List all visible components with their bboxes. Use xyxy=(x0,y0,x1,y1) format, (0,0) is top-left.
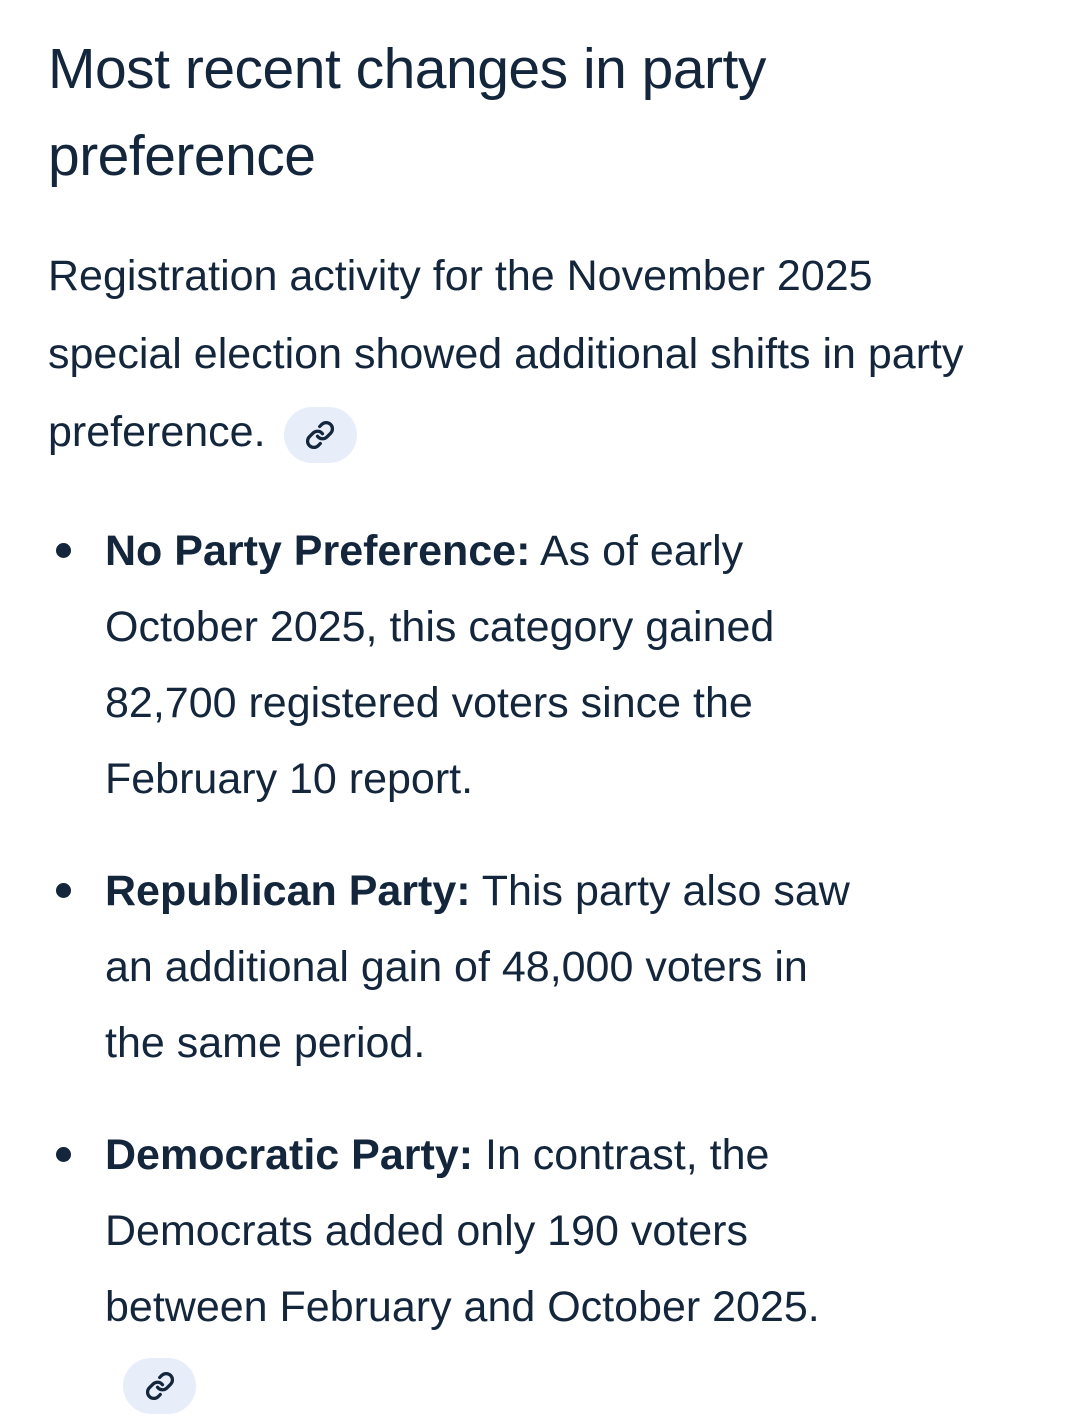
intro-paragraph xyxy=(48,237,998,471)
source-link-chip[interactable] xyxy=(123,1358,196,1414)
link-icon xyxy=(305,420,335,450)
bullet-text: This party also saw an additional gain of 48,000 voters in the same period. xyxy=(105,867,850,1068)
bullet-label: Republican Party: xyxy=(105,867,471,916)
list-item xyxy=(48,1117,865,1416)
source-link-chip[interactable] xyxy=(284,407,357,463)
bullet-label: No Party Preference: xyxy=(105,527,531,576)
intro-text: Registration activity for the November 2025 special election showed additional shifts in party preference. xyxy=(48,252,964,457)
bullet-label: Democratic Party: xyxy=(105,1131,474,1180)
bullet-text: In contrast, the Democrats added only 190 voters between February and October 2025. xyxy=(105,1131,820,1332)
key-points-list xyxy=(48,513,1016,1416)
list-item xyxy=(48,853,865,1081)
link-icon xyxy=(145,1371,175,1401)
list-item xyxy=(48,513,865,817)
bullet-text: As of early October 2025, this category gained 82,700 registered voters since the February 10 report. xyxy=(105,527,775,804)
page-title: Most recent changes in party preference xyxy=(48,37,766,188)
